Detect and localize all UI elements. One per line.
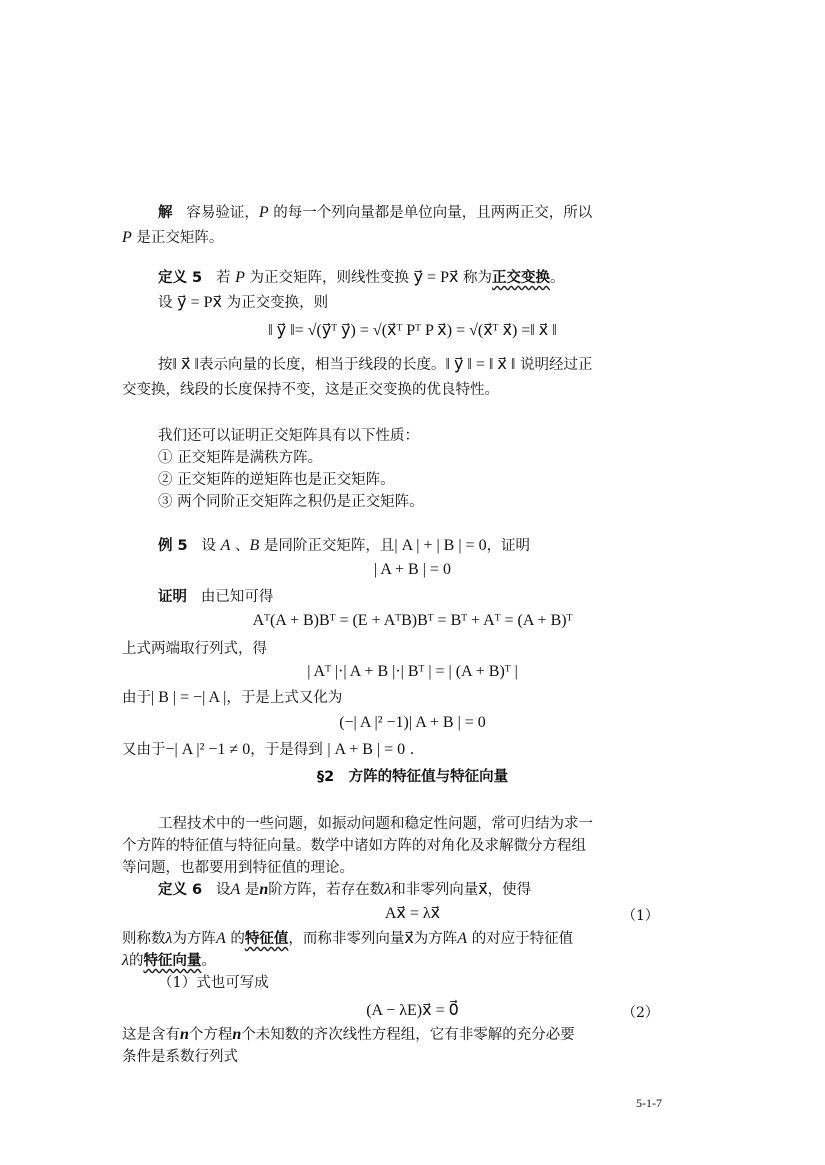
def5-line4-b: 表示向量的长度，相当于线段的长度。 [198, 357, 446, 373]
definition-5-line-2 [158, 293, 328, 313]
def5-line2-a: 设 [158, 295, 173, 311]
ex5-var-a: A [220, 537, 231, 554]
eigen-equation-2 [0, 1000, 825, 1020]
term-eigenvector: 特征向量 [143, 952, 202, 969]
ex5-text-b: 是同阶正交矩阵，且 [263, 538, 395, 554]
solution-text-a: 容易验证， [186, 205, 259, 221]
def5-text-b: 为正交矩阵，则线性变换 [249, 270, 409, 286]
solution-label: 解 [158, 205, 173, 221]
definition-6-line-6: 条件是系数行列式 [122, 1049, 238, 1065]
ex5-var-b: B [249, 537, 260, 554]
example-5-label: 例 5 [158, 538, 188, 554]
norm-equation [0, 320, 825, 340]
def6-l5-b: 个方程 [188, 1027, 233, 1043]
def5-line4-c: 说明经过正 [520, 357, 593, 373]
example-5-line-1 [158, 536, 530, 556]
def6-l2-a: 则称数 [122, 931, 166, 947]
def6-l2-lambda: λ [165, 930, 173, 947]
equation-number-2: （2） [622, 1005, 659, 1021]
proof-eq3-text: (−| A |² −1)| A + B | = 0 [339, 714, 486, 731]
since-b: ，于是上式又化为 [226, 690, 343, 706]
def6-l2-f: 的对应于特征值 [471, 931, 574, 947]
properties-intro: 我们还可以证明正交矩阵具有以下性质： [158, 428, 419, 444]
proof-label: 证明 [158, 589, 187, 605]
norm-equation-text: ‖ y⃗ ‖= √(y⃗ᵀ y⃗) = √(x⃗ᵀ Pᵀ P x⃗) = √(x⃗ᵀ x⃗) =‖ x⃗ ‖ [268, 322, 557, 339]
def6-vec-x: x⃗ [478, 881, 488, 898]
term-eigenvalue: 特征值 [244, 930, 289, 947]
intro-line-2: 个方阵的特征值与特征向量。数学中诸如方阵的对角化及求解微分方程组 [122, 838, 586, 854]
def5-line2-b: 为正交变换，则 [226, 295, 329, 311]
var-p-2: P [122, 229, 132, 246]
proof-equation-1 [0, 612, 825, 630]
def6-l2-d: ，而称非零列向量 [288, 931, 405, 947]
proof-line [158, 587, 273, 607]
ex5-text-a: 设 [201, 538, 216, 554]
intro-line-3: 等问题，也都要用到特征值的理论。 [122, 860, 354, 876]
proof-equation-3 [0, 714, 825, 732]
proof-final-line [122, 740, 414, 760]
ex5-sep: 、 [234, 538, 250, 554]
proof-eq1-text: Aᵀ(A + B)Bᵀ = (E + AᵀB)Bᵀ = Bᵀ + Aᵀ = (A + B)ᵀ [252, 612, 573, 629]
definition-6-line-5 [122, 1025, 575, 1045]
def5-text-a: 若 [215, 270, 231, 286]
proof-text: 由已知可得 [200, 589, 274, 605]
def6-var-n: n [259, 881, 269, 898]
equation-number-1: （1） [622, 908, 659, 924]
def6-l3-end: 。 [201, 953, 216, 969]
def6-l2-b: 为方阵 [172, 931, 216, 947]
def6-l3-b: 的 [128, 953, 144, 969]
def6-text-c: 阶方阵，若存在数 [268, 882, 385, 898]
def6-l2-var-a: A [215, 930, 226, 947]
solution-line-1 [158, 203, 592, 223]
definition-5-line-4 [158, 355, 593, 375]
definition-6-line-4: （1）式也可写成 [158, 975, 269, 991]
since-a: 由于 [122, 690, 151, 706]
definition-5-label: 定义 5 [158, 270, 203, 286]
solution-text-c: 是正交矩阵。 [136, 230, 224, 246]
def6-l3-lambda: λ [122, 952, 129, 969]
term-orthogonal-transform: 正交变换 [492, 269, 551, 286]
proof-eq2-text: | Aᵀ |·| A + B |·| Bᵀ | = | (A + B)ᵀ | [307, 663, 518, 680]
definition-6-line-2 [122, 929, 573, 949]
def5-var-p: P [235, 269, 245, 286]
ex5-text-c: ，证明 [486, 538, 531, 554]
property-item-3: ③ 两个同阶正交矩阵之积仍是正交矩阵。 [158, 494, 424, 510]
def6-l2-c: 的 [230, 931, 245, 947]
eigen-eq1-text: Ax⃗ = λx⃗ [384, 905, 441, 922]
definition-6-line-3 [122, 951, 216, 971]
final-b: ，于是得到 [250, 742, 323, 758]
def6-text-d: 和非零列向量 [391, 882, 479, 898]
def6-l2-var-a-2: A [457, 930, 468, 947]
intro-line-1: 工程技术中的一些问题，如振动问题和稳定性问题，常可归结为求一 [158, 816, 593, 832]
def5-formula: y⃗ = Px⃗ [413, 269, 459, 286]
final-eq: −| A |² −1 ≠ 0 [165, 741, 251, 758]
definition-6-line-1 [158, 880, 531, 900]
definition-5-line-5 [122, 380, 499, 400]
def6-l2-e: 为方阵 [413, 931, 458, 947]
def6-var-a: A [230, 881, 241, 898]
solution-text-b: 的每一个列向量都是单位向量，且两两正交，所以 [273, 205, 593, 221]
def6-text-b: 是 [244, 882, 260, 898]
proof-line-det: 上式两端取行列式，得 [122, 641, 267, 657]
eigen-equation-1 [0, 903, 825, 923]
property-item-1: ① 正交矩阵是满秩方阵。 [158, 450, 323, 466]
def5-line4-a: 按 [158, 357, 173, 373]
def6-l5-n2: n [232, 1026, 242, 1043]
def5-line4-norm: ‖ x⃗ ‖ [172, 356, 199, 373]
final-end: . [405, 742, 415, 758]
def6-text-e: ，使得 [487, 882, 532, 898]
example-5-goal [0, 561, 825, 579]
def5-line4-eq: ‖ y⃗ ‖ = ‖ x⃗ ‖ [445, 356, 516, 373]
ex5-goal-text: | A + B | = 0 [374, 561, 451, 578]
def5-text-c: 称为 [463, 270, 493, 286]
since-eq: | B | = −| A | [151, 689, 227, 706]
def6-l5-n1: n [180, 1026, 189, 1043]
proof-equation-2 [0, 663, 825, 681]
definition-5-line-1 [158, 268, 565, 288]
property-item-2: ② 正交矩阵的逆矩阵也是正交矩阵。 [158, 472, 395, 488]
final-res: | A + B | = 0 [327, 741, 406, 758]
page-number: 5-1-7 [636, 1096, 662, 1110]
proof-line-since [122, 688, 342, 708]
def6-l5-a: 这是含有 [122, 1027, 180, 1043]
def5-formula-2: y⃗ = Px⃗ [177, 294, 222, 311]
section-title: §2 方阵的特征值与特征向量 [316, 769, 509, 785]
var-p: P [258, 204, 269, 221]
def5-line5: 交变换，线段的长度保持不变，这是正交变换的优良特性。 [122, 382, 499, 398]
def6-l2-vec-x: x⃗ [404, 930, 414, 947]
eigen-eq2-text: (A − λE)x⃗ = 0⃗ [366, 1002, 459, 1019]
def6-l5-c: 个未知数的齐次线性方程组，它有非零解的充分必要 [241, 1027, 575, 1043]
final-a: 又由于 [122, 742, 166, 758]
def5-end: 。 [550, 270, 565, 286]
definition-6-label: 定义 6 [158, 882, 203, 898]
def6-text-a: 设 [215, 882, 231, 898]
ex5-cond: | A | + | B | = 0 [394, 537, 487, 554]
def6-lambda: λ [384, 881, 392, 898]
solution-line-2 [122, 228, 223, 248]
